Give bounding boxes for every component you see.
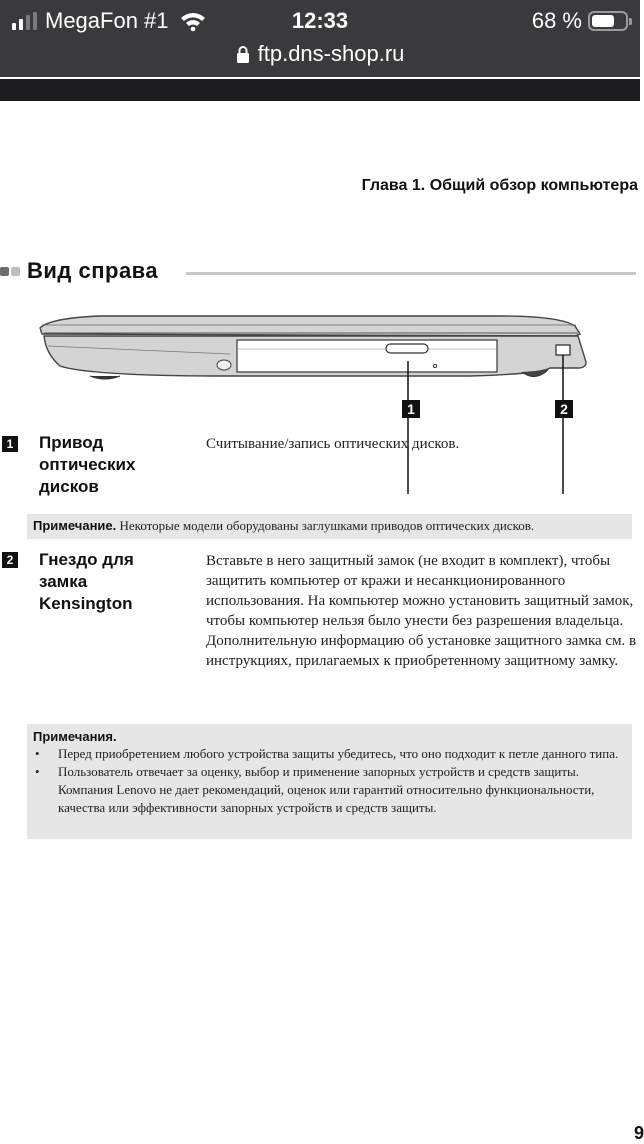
item-title-line: замка — [39, 572, 88, 591]
item-title-optical-drive — [39, 432, 135, 498]
section-rule — [186, 272, 636, 275]
item-title-line: дисков — [39, 477, 99, 496]
item-title-line: Гнездо для — [39, 550, 134, 569]
figure-callout-2: 2 — [555, 400, 573, 418]
laptop-foot-left — [90, 376, 120, 379]
item-description-kensington: Вставьте в него защитный замок (не входит в комплект), чтобы защитить компьютер от кражи и несанкционированного использования. На компьютер можно установить защитный замок, чтобы компьютер нельзя было унести без разрешения владельца. Дополнительную информацию об установке защитного замка см. в инструкциях, прилагаемых к приобретенному защитному замку. — [206, 553, 637, 669]
item-title-line: оптических — [39, 455, 136, 474]
battery-level-fill — [592, 15, 614, 27]
pdf-page[interactable] — [0, 101, 644, 1143]
address-bar[interactable] — [0, 40, 640, 68]
battery-percent: 68 % — [531, 8, 582, 33]
eject-hole — [217, 360, 231, 370]
eject-button — [386, 344, 428, 353]
battery-icon — [588, 11, 628, 31]
url-text[interactable]: ftp.dns-shop.ru — [257, 41, 405, 66]
item-title-line: Kensington — [39, 594, 133, 613]
optical-drive-tray — [237, 340, 497, 372]
note-heading: Примечания. — [33, 729, 117, 744]
status-bar — [0, 0, 640, 78]
browser-toolbar — [0, 79, 640, 101]
laptop-right-side-figure — [30, 306, 610, 426]
carrier-name: MegaFon #1 — [45, 8, 169, 33]
figure-callout-1: 1 — [402, 400, 420, 418]
note-bullet: • Перед приобретением любого устройства защиты убедитесь, что оно подходит к петле данного типа. — [33, 745, 626, 763]
kensington-slot — [556, 345, 570, 355]
item-number-1: 1 — [2, 436, 18, 452]
note-text: Некоторые модели оборудованы заглушками приводов оптических дисков. — [119, 518, 535, 533]
note-box-2 — [27, 724, 632, 839]
emergency-eject-hole — [433, 364, 436, 367]
item-title-line: Привод — [39, 433, 104, 452]
note-bullet-list — [33, 745, 626, 817]
note-bullet: • Пользователь отвечает за оценку, выбор и применение запорных устройств и средств защиты. Компания Lenovo не дает рекомендаций, оценок или гарантий относительно функциональности, качества или эффективности запорных устройств и средств защиты. — [33, 763, 626, 817]
clock: 12:33 — [291, 8, 349, 33]
item-title-kensington — [39, 549, 134, 615]
status-right — [532, 8, 628, 34]
note-heading: Примечание. — [33, 518, 117, 533]
note-box-1 — [27, 514, 632, 539]
item-number-2: 2 — [2, 552, 18, 568]
chapter-header: Глава 1. Общий обзор компьютера — [361, 177, 638, 194]
item-description-optical-drive: Считывание/запись оптических дисков. — [206, 436, 460, 452]
page-number: 9 — [633, 1123, 644, 1143]
section-bullets-icon — [0, 267, 20, 276]
lock-icon — [236, 45, 250, 63]
section-title: Вид справа — [27, 258, 159, 283]
